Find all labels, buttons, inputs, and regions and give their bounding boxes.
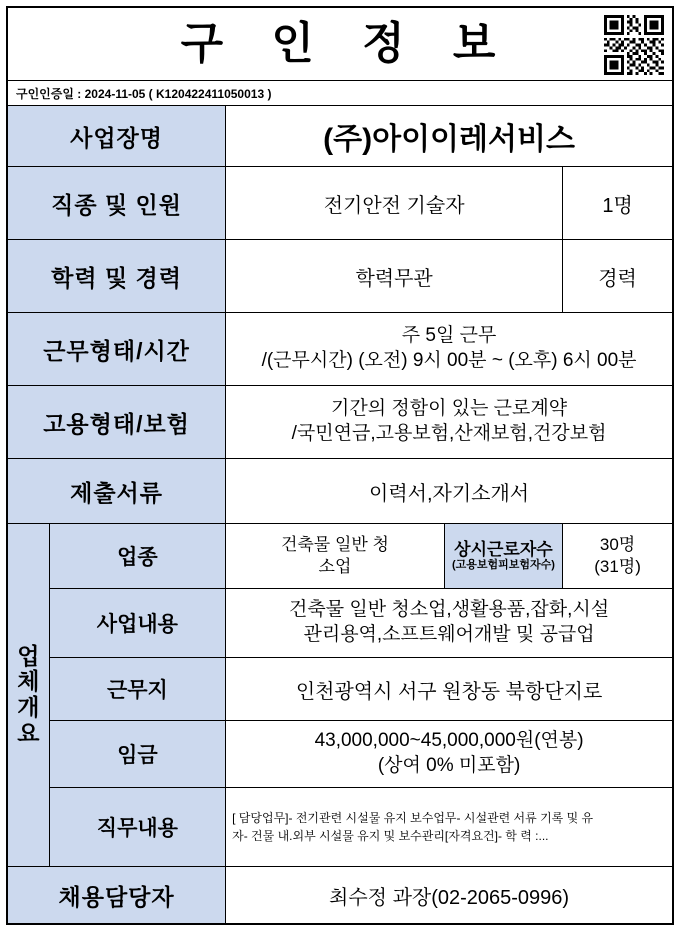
- job-label: 직종 및 인원: [7, 167, 226, 240]
- overview-vertical-char-1: 체: [17, 668, 40, 695]
- overview-vertical-char-2: 개: [17, 694, 40, 720]
- company-row: [7, 106, 673, 167]
- duties-value: [226, 788, 673, 867]
- documents-value: 이력서,자기소개서: [226, 459, 673, 524]
- employment-value: [226, 386, 673, 459]
- education-label: 학력 및 경력: [7, 240, 226, 313]
- page-title: 구 인 정 보: [180, 19, 514, 68]
- company-label: 사업장명: [7, 106, 226, 167]
- employment-row: [7, 386, 673, 459]
- business-content-label: 사업내용: [49, 589, 226, 658]
- work-type-value: [226, 313, 673, 386]
- work-type-label: 근무형태/시간: [7, 313, 226, 386]
- work-type-line2: /(근무시간) (오전) 9시 00분 ~ (오후) 6시 00분: [261, 350, 637, 371]
- duties-line2: 자- 건물 내.외부 시설물 유지 및 보수관리[자격요건]- 학 력 :...: [232, 829, 549, 843]
- industry-row: [7, 524, 673, 589]
- qr-code-icon: [604, 15, 664, 75]
- overview-vertical-char-0: 업: [17, 642, 40, 669]
- workers-count-label: [444, 524, 562, 589]
- job-value: 전기안전 기술자: [226, 167, 563, 240]
- business-content-line1: 건축물 일반 청소업,생활용품,잡화,시설: [289, 599, 610, 621]
- workplace-row: [7, 658, 673, 721]
- workers-count-line1: 30명: [599, 535, 636, 555]
- wage-line1: 43,000,000~45,000,000원(연봉): [314, 730, 584, 752]
- employment-label: 고용형태/보험: [7, 386, 226, 459]
- industry-value-line1: 건축물 일반 청: [280, 535, 389, 555]
- duties-line1: [ 담당업무]- 전기관련 시설물 유지 보수업무- 시설관련 서류 기록 및 유: [232, 811, 594, 825]
- headcount-value: 1명: [563, 167, 673, 240]
- contact-label: 채용담당자: [7, 867, 226, 925]
- duties-label: 직무내용: [49, 788, 226, 867]
- industry-label: 업종: [49, 524, 226, 589]
- work-type-line1: 주 5일 근무: [401, 325, 497, 347]
- title-row: [7, 7, 673, 81]
- documents-label: 제출서류: [7, 459, 226, 524]
- wage-label: 임금: [49, 721, 226, 788]
- workers-count-value: [563, 524, 673, 589]
- job-row: [7, 167, 673, 240]
- business-content-line2: 관리용역,소프트웨어개발 및 공급업: [303, 624, 595, 645]
- workplace-value: 인천광역시 서구 원창동 북항단지로: [226, 658, 673, 721]
- company-value: (주)아이이레서비스: [226, 106, 673, 167]
- overview-vertical-label: [7, 524, 49, 867]
- employment-line1: 기간의 정함이 있는 근로계약: [331, 398, 568, 420]
- job-posting-table: [6, 6, 674, 925]
- employment-line2: /국민연금,고용보험,산재보험,건강보험: [291, 423, 607, 444]
- industry-value-line2: 소업: [318, 557, 352, 576]
- industry-value: [226, 524, 445, 589]
- documents-row: [7, 459, 673, 524]
- workers-count-line2: (31명): [594, 557, 641, 576]
- wage-row: [7, 721, 673, 788]
- contact-value: 최수정 과장(02-2065-0996): [226, 867, 673, 925]
- workers-count-label-main: 상시근로자수: [454, 539, 553, 559]
- career-value: 경력: [563, 240, 673, 313]
- workplace-label: 근무지: [49, 658, 226, 721]
- certification-text: 구인인증일 : 2024-11-05 ( K120422411050013 ): [7, 81, 673, 106]
- workers-count-label-sub: (고용보험피보험자수): [451, 559, 555, 572]
- contact-row: [7, 867, 673, 925]
- education-row: [7, 240, 673, 313]
- wage-line2: (상여 0% 미포함): [377, 755, 521, 776]
- business-content-row: [7, 589, 673, 658]
- education-value: 학력무관: [226, 240, 563, 313]
- overview-vertical-char-3: 요: [17, 719, 40, 746]
- certification-row: [7, 81, 673, 106]
- wage-value: [226, 721, 673, 788]
- work-type-row: [7, 313, 673, 386]
- business-content-value: [226, 589, 673, 658]
- duties-row: [7, 788, 673, 867]
- title-cell: [7, 7, 673, 81]
